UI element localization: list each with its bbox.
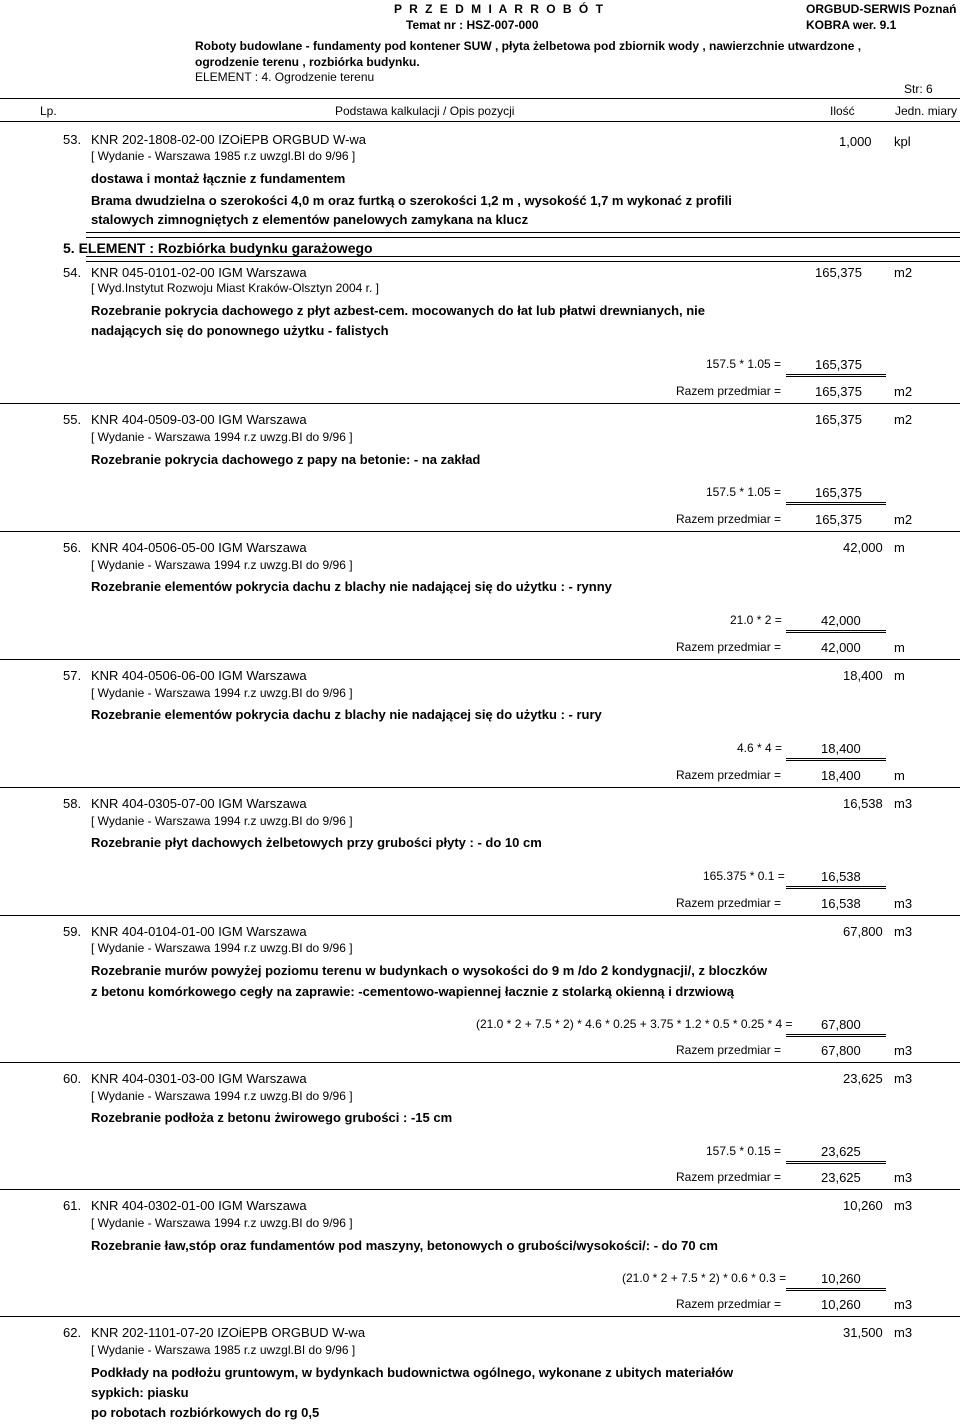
- item-54-source: [ Wyd.Instytut Rozwoju Miast Kraków-Olsztyn 2004 r. ]: [91, 281, 379, 295]
- item-57-unit: m: [894, 668, 905, 683]
- item-59-code: KNR 404-0104-01-00 IGM Warszawa: [91, 924, 307, 939]
- item-57-source: [ Wydanie - Warszawa 1994 r.z uwzg.BI do 9/96 ]: [91, 686, 353, 700]
- item-55-total-unit: m2: [894, 512, 913, 527]
- item-56-calc-result: 42,000: [821, 613, 861, 628]
- item-54-underline: [786, 374, 886, 377]
- item-60-lp: 60.: [63, 1071, 82, 1086]
- item-62-unit: m3: [894, 1325, 913, 1340]
- item-60-total: 23,625: [821, 1170, 861, 1185]
- item-60-source: [ Wydanie - Warszawa 1994 r.z uwzg.BI do 9/96 ]: [91, 1089, 353, 1103]
- item-61-qty: 10,260: [843, 1198, 883, 1213]
- item-58-total-label: Razem przedmiar =: [676, 896, 782, 910]
- item-60-total-unit: m3: [894, 1170, 913, 1185]
- item-54-lp: 54.: [63, 265, 82, 280]
- item-58-calc-result: 16,538: [821, 869, 861, 884]
- item-53-source: [ Wydanie - Warszawa 1985 r.z uwzgl.BI do 9/96 ]: [91, 149, 356, 163]
- item-53-desc-1: dostawa i montaż łącznie z fundamentem: [91, 171, 346, 186]
- item-54-desc-2: nadających się do ponownego użytku - falistych: [91, 323, 389, 338]
- item-61-code: KNR 404-0302-01-00 IGM Warszawa: [91, 1198, 307, 1213]
- item-54-qty: 165,375: [815, 265, 862, 280]
- item-55-unit: m2: [894, 412, 913, 427]
- item-57-desc-1: Rozebranie elementów pokrycia dachu z blachy nie nadającej się do użytku : - rury: [91, 707, 602, 722]
- item-61-total-label: Razem przedmiar =: [676, 1297, 782, 1311]
- item-57-calc: 4.6 * 4 =: [737, 741, 783, 755]
- item-54-calc-result: 165,375: [815, 357, 862, 372]
- project-description-1: Roboty budowlane - fundamenty pod kontener SUW , płyta żelbetowa pod zbiornik wody , nawierzchnie utwardzone ,: [195, 39, 862, 53]
- item-57-total: 18,400: [821, 768, 861, 783]
- item-53-qty: 1,000: [839, 134, 872, 149]
- item-56-calc: 21.0 * 2 =: [730, 613, 782, 627]
- item-54-calc: 157.5 * 1.05 =: [706, 357, 782, 371]
- item-58-desc-1: Rozebranie płyt dachowych żelbetowych przy grubości płyty : - do 10 cm: [91, 835, 542, 850]
- project-description-2: ogrodzenie terenu , rozbiórka budynku.: [195, 55, 420, 69]
- col-basis: Podstawa kalkulacji / Opis pozycji: [335, 104, 515, 118]
- item-56-source: [ Wydanie - Warszawa 1994 r.z uwzg.BI do 9/96 ]: [91, 558, 353, 572]
- item-59-underline: [786, 1034, 886, 1037]
- item-55-desc-1: Rozebranie pokrycia dachowego z papy na betonie: - na zakład: [91, 452, 481, 467]
- item-55-lp: 55.: [63, 412, 82, 427]
- item-58-code: KNR 404-0305-07-00 IGM Warszawa: [91, 796, 307, 811]
- item-59-calc-result: 67,800: [821, 1017, 861, 1032]
- section-title: 5. ELEMENT : Rozbiórka budynku garażowego: [63, 240, 373, 256]
- item-61-total-unit: m3: [894, 1297, 913, 1312]
- software-version: KOBRA wer. 9.1: [806, 18, 897, 32]
- item-56-lp: 56.: [63, 540, 82, 555]
- item-54-total-label: Razem przedmiar =: [676, 384, 782, 398]
- item-59-lp: 59.: [63, 924, 82, 939]
- item-55-calc-result: 165,375: [815, 485, 862, 500]
- item-55-source: [ Wydanie - Warszawa 1994 r.z uwzg.BI do 9/96 ]: [91, 430, 353, 444]
- item-55-code: KNR 404-0509-03-00 IGM Warszawa: [91, 412, 307, 427]
- item-60-calc-result: 23,625: [821, 1144, 861, 1159]
- item-53-unit: kpl: [894, 134, 911, 149]
- item-56-unit: m: [894, 540, 905, 555]
- element-label: ELEMENT : 4. Ogrodzenie terenu: [195, 70, 375, 84]
- item-60-total-label: Razem przedmiar =: [676, 1170, 782, 1184]
- item-55-calc: 157.5 * 1.05 =: [706, 485, 782, 499]
- item-56-desc-1: Rozebranie elementów pokrycia dachu z blachy nie nadającej się do użytku : - rynny: [91, 579, 612, 594]
- item-61-total: 10,260: [821, 1297, 861, 1312]
- item-59-unit: m3: [894, 924, 913, 939]
- item-56-underline: [786, 630, 886, 633]
- col-lp: Lp.: [40, 104, 57, 118]
- item-60-code: KNR 404-0301-03-00 IGM Warszawa: [91, 1071, 307, 1086]
- item-62-lp: 62.: [63, 1325, 82, 1340]
- item-61-source: [ Wydanie - Warszawa 1994 r.z uwzg.BI do 9/96 ]: [91, 1216, 353, 1230]
- item-55-total-label: Razem przedmiar =: [676, 512, 782, 526]
- item-58-total: 16,538: [821, 896, 861, 911]
- item-54-unit: m2: [894, 265, 913, 280]
- section-divider-bottom: [86, 256, 960, 262]
- item-62-desc-2: sypkich: piasku: [91, 1385, 189, 1400]
- item-61-calc: (21.0 * 2 + 7.5 * 2) * 0.6 * 0.3 =: [622, 1271, 787, 1285]
- item-56-total: 42,000: [821, 640, 861, 655]
- item-58-total-unit: m3: [894, 896, 913, 911]
- item-60-qty: 23,625: [843, 1071, 883, 1086]
- item-58-lp: 58.: [63, 796, 82, 811]
- item-62-qty: 31,500: [843, 1325, 883, 1340]
- item-62-source: [ Wydanie - Warszawa 1985 r.z uwzgl.BI do 9/96 ]: [91, 1343, 356, 1357]
- item-59-total-label: Razem przedmiar =: [676, 1043, 782, 1057]
- item-54-code: KNR 045-0101-02-00 IGM Warszawa: [91, 265, 307, 280]
- item-57-calc-result: 18,400: [821, 741, 861, 756]
- item-61-lp: 61.: [63, 1198, 82, 1213]
- item-58-underline: [786, 886, 886, 889]
- item-56-qty: 42,000: [843, 540, 883, 555]
- item-57-qty: 18,400: [843, 668, 883, 683]
- item-59-desc-2: z betonu komórkowego cegły na zaprawie: -cementowo-wapiennej łacznie z stolarką okienną i drzwiową: [91, 984, 734, 999]
- item-57-underline: [786, 758, 886, 761]
- item-53-desc-3: stalowych zimnogniętych z elementów panelowych zamykana na klucz: [91, 212, 529, 227]
- item-55-underline: [786, 502, 886, 505]
- item-56-total-label: Razem przedmiar =: [676, 640, 782, 654]
- item-61-desc-1: Rozebranie ław,stóp oraz fundamentów pod maszyny, betonowych o grubości/wysokości/: - do 70 cm: [91, 1238, 718, 1253]
- col-unit: Jedn. miary: [895, 104, 958, 118]
- item-58-unit: m3: [894, 796, 913, 811]
- item-55-total: 165,375: [815, 512, 862, 527]
- item-57-lp: 57.: [63, 668, 82, 683]
- item-57-code: KNR 404-0506-06-00 IGM Warszawa: [91, 668, 307, 683]
- item-60-underline: [786, 1161, 886, 1164]
- item-59-total: 67,800: [821, 1043, 861, 1058]
- item-59-qty: 67,800: [843, 924, 883, 939]
- item-57-total-label: Razem przedmiar =: [676, 768, 782, 782]
- item-59-total-unit: m3: [894, 1043, 913, 1058]
- item-53-lp: 53.: [63, 132, 82, 147]
- item-61-calc-result: 10,260: [821, 1271, 861, 1286]
- item-58-source: [ Wydanie - Warszawa 1994 r.z uwzg.BI do 9/96 ]: [91, 814, 353, 828]
- temat-number: Temat nr : HSZ-007-000: [406, 18, 539, 32]
- item-56-total-unit: m: [894, 640, 905, 655]
- item-55-qty: 165,375: [815, 412, 862, 427]
- item-58-qty: 16,538: [843, 796, 883, 811]
- item-58-calc: 165.375 * 0.1 =: [703, 869, 785, 883]
- item-57-total-unit: m: [894, 768, 905, 783]
- item-62-desc-3: po robotach rozbiórkowych do rg 0,5: [91, 1405, 320, 1420]
- section-divider-top: [86, 232, 960, 238]
- col-qty: Ilość: [830, 104, 855, 118]
- item-54-desc-1: Rozebranie pokrycia dachowego z płyt azbest-cem. mocowanych do łat lub płatwi drewnianych, nie: [91, 303, 706, 318]
- item-61-unit: m3: [894, 1198, 913, 1213]
- item-59-source: [ Wydanie - Warszawa 1994 r.z uwzg.BI do 9/96 ]: [91, 941, 353, 955]
- item-59-calc: (21.0 * 2 + 7.5 * 2) * 4.6 * 0.25 + 3.75 * 1.2 * 0.5 * 0.25 * 4 =: [476, 1017, 793, 1031]
- item-54-total: 165,375: [815, 384, 862, 399]
- item-61-underline: [786, 1288, 886, 1291]
- report-title: P R Z E D M I A R R O B Ó T: [394, 2, 605, 16]
- company-name: ORGBUD-SERWIS Poznań: [806, 2, 957, 16]
- item-53-code: KNR 202-1808-02-00 IZOiEPB ORGBUD W-wa: [91, 132, 367, 147]
- item-60-calc: 157.5 * 0.15 =: [706, 1144, 782, 1158]
- item-60-desc-1: Rozebranie podłoża z betonu żwirowego grubości : -15 cm: [91, 1110, 453, 1125]
- item-60-unit: m3: [894, 1071, 913, 1086]
- item-59-desc-1: Rozebranie murów powyżej poziomu terenu w budynkach o wysokości do 9 m /do 2 kondygnacji/, z bloczków: [91, 963, 768, 978]
- item-62-desc-1: Podkłady na podłożu gruntowym, w bydynkach budownictwa ogólnego, wykonane z ubitych materiałów: [91, 1365, 734, 1380]
- item-54-total-unit: m2: [894, 384, 913, 399]
- page-number: Str: 6: [904, 82, 933, 96]
- item-53-desc-2: Brama dwudzielna o szerokości 4,0 m oraz furtką o szerokości 1,2 m , wysokość 1,7 m wykonać z profili: [91, 193, 732, 208]
- item-56-code: KNR 404-0506-05-00 IGM Warszawa: [91, 540, 307, 555]
- item-62-code: KNR 202-1101-07-20 IZOiEPB ORGBUD W-wa: [91, 1325, 366, 1340]
